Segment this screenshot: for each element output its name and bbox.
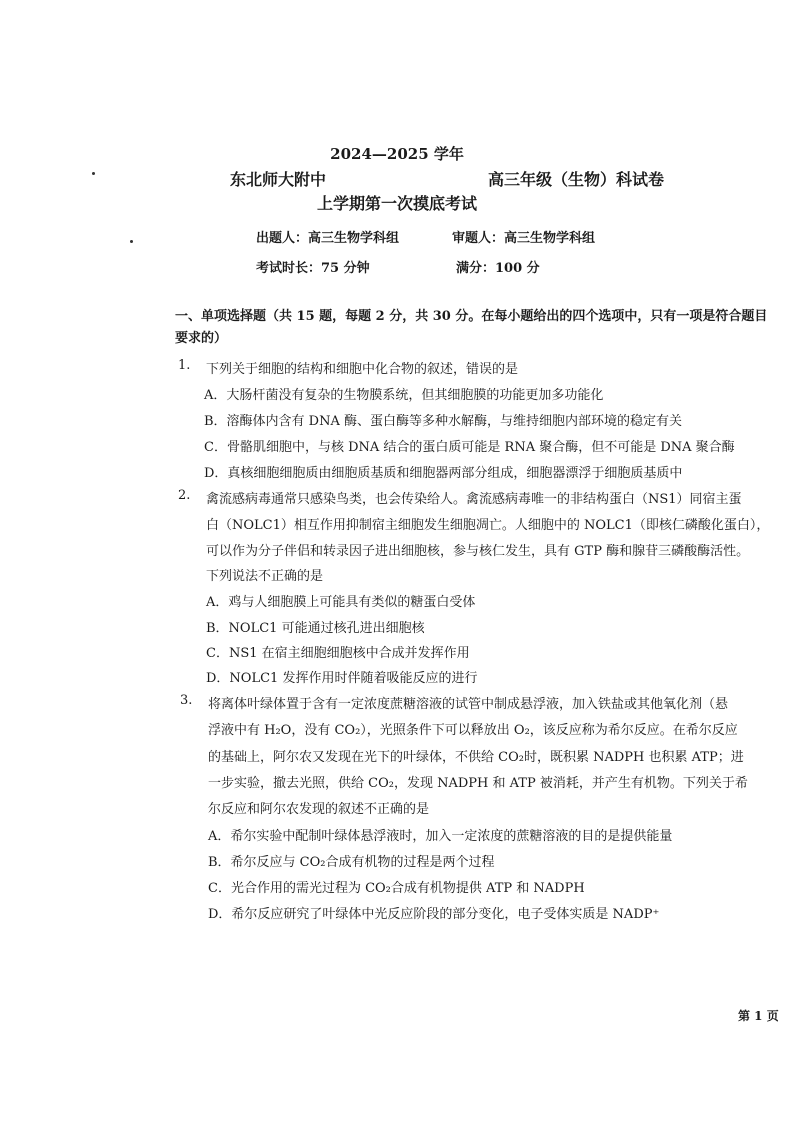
question-stem: 尔反应和阿尔农发现的叙述不正确的是: [208, 802, 430, 817]
full-score: 满分：100 分: [456, 261, 540, 276]
question-reviewer: 审题人：高三生物学科组: [452, 231, 596, 246]
question-stem: 将离体叶绿体置于含有一定浓度蔗糖溶液的试管中制成悬浮液，加入铁盐或其他氧化剂（悬: [208, 697, 729, 712]
question-stem: 下列关于细胞的结构和细胞中化合物的叙述，错误的是: [206, 362, 519, 377]
option-a: A．大肠杆菌没有复杂的生物膜系统，但其细胞膜的功能更加多功能化: [204, 388, 604, 403]
exam-duration: 考试时长：75 分钟: [256, 261, 370, 276]
option-b: B．希尔反应与 CO₂合成有机物的过程是两个过程: [208, 855, 495, 870]
question-number: 2.: [178, 488, 191, 503]
page-number: 第 1 页: [738, 1009, 779, 1023]
question-stem: 白（NOLC1）相互作用抑制宿主细胞发生细胞凋亡。人细胞中的 NOLC1（即核仁磷酸化蛋白），: [206, 518, 770, 533]
school-name: 东北师大附中: [230, 170, 327, 189]
question-stem: 可以作为分子伴侣和转录因子进出细胞核，参与核仁发生，具有 GTP 酶和腺苷三磷酸酶活性。: [206, 544, 750, 559]
question-stem: 禽流感病毒通常只感染鸟类，也会传染给人。禽流感病毒唯一的非结构蛋白（NS1）同宿主蛋: [206, 492, 742, 507]
scan-speck: [92, 172, 95, 175]
option-a: A．希尔实验中配制叶绿体悬浮液时，加入一定浓度的蔗糖溶液的目的是提供能量: [208, 829, 673, 844]
option-d: D．真核细胞细胞质由细胞质基质和细胞器两部分组成，细胞器漂浮于细胞质基质中: [204, 466, 683, 481]
question-number: 3.: [180, 693, 193, 708]
grade-subject: 高三年级（生物）科试卷: [488, 170, 665, 189]
option-c: C．NS1 在宿主细胞细胞核中合成并发挥作用: [206, 646, 470, 661]
question-stem: 下列说法不正确的是: [206, 569, 324, 584]
option-d: D．NOLC1 发挥作用时伴随着吸能反应的进行: [206, 671, 478, 686]
academic-year: 2024—2025 学年: [330, 145, 464, 163]
question-author: 出题人：高三生物学科组: [256, 231, 400, 246]
exam-name: 上学期第一次摸底考试: [316, 194, 477, 213]
option-c: C．骨骼肌细胞中，与核 DNA 结合的蛋白质可能是 RNA 聚合酶，但不可能是 DNA 聚合酶: [204, 440, 735, 455]
option-b: B．溶酶体内含有 DNA 酶、蛋白酶等多种水解酶，与维持细胞内部环境的稳定有关: [204, 414, 683, 429]
scan-speck: [130, 240, 133, 243]
option-b: B．NOLC1 可能通过核孔进出细胞核: [206, 621, 425, 636]
section-title: 一、单项选择题（共 15 题，每题 2 分，共 30 分。在每小题给出的四个选项中，只有一项是符合题目要求的）: [175, 309, 768, 346]
question-stem: 浮液中有 H₂O，没有 CO₂），光照条件下可以释放出 O₂，该反应称为希尔反应。在希尔反应: [208, 723, 738, 738]
question-stem: 一步实验，撤去光照，供给 CO₂，发现 NADPH 和 ATP 被消耗，并产生有机物。下列关于希: [208, 776, 748, 791]
question-stem: 的基础上，阿尔农又发现在光下的叶绿体，不供给 CO₂时，既积累 NADPH 也积累 ATP；进: [208, 750, 744, 765]
option-d: D．希尔反应研究了叶绿体中光反应阶段的部分变化，电子受体实质是 NADP⁺: [208, 907, 660, 922]
question-number: 1.: [178, 358, 191, 373]
option-a: A．鸡与人细胞膜上可能具有类似的糖蛋白受体: [206, 595, 476, 610]
option-c: C．光合作用的需光过程为 CO₂合成有机物提供 ATP 和 NADPH: [208, 881, 585, 896]
